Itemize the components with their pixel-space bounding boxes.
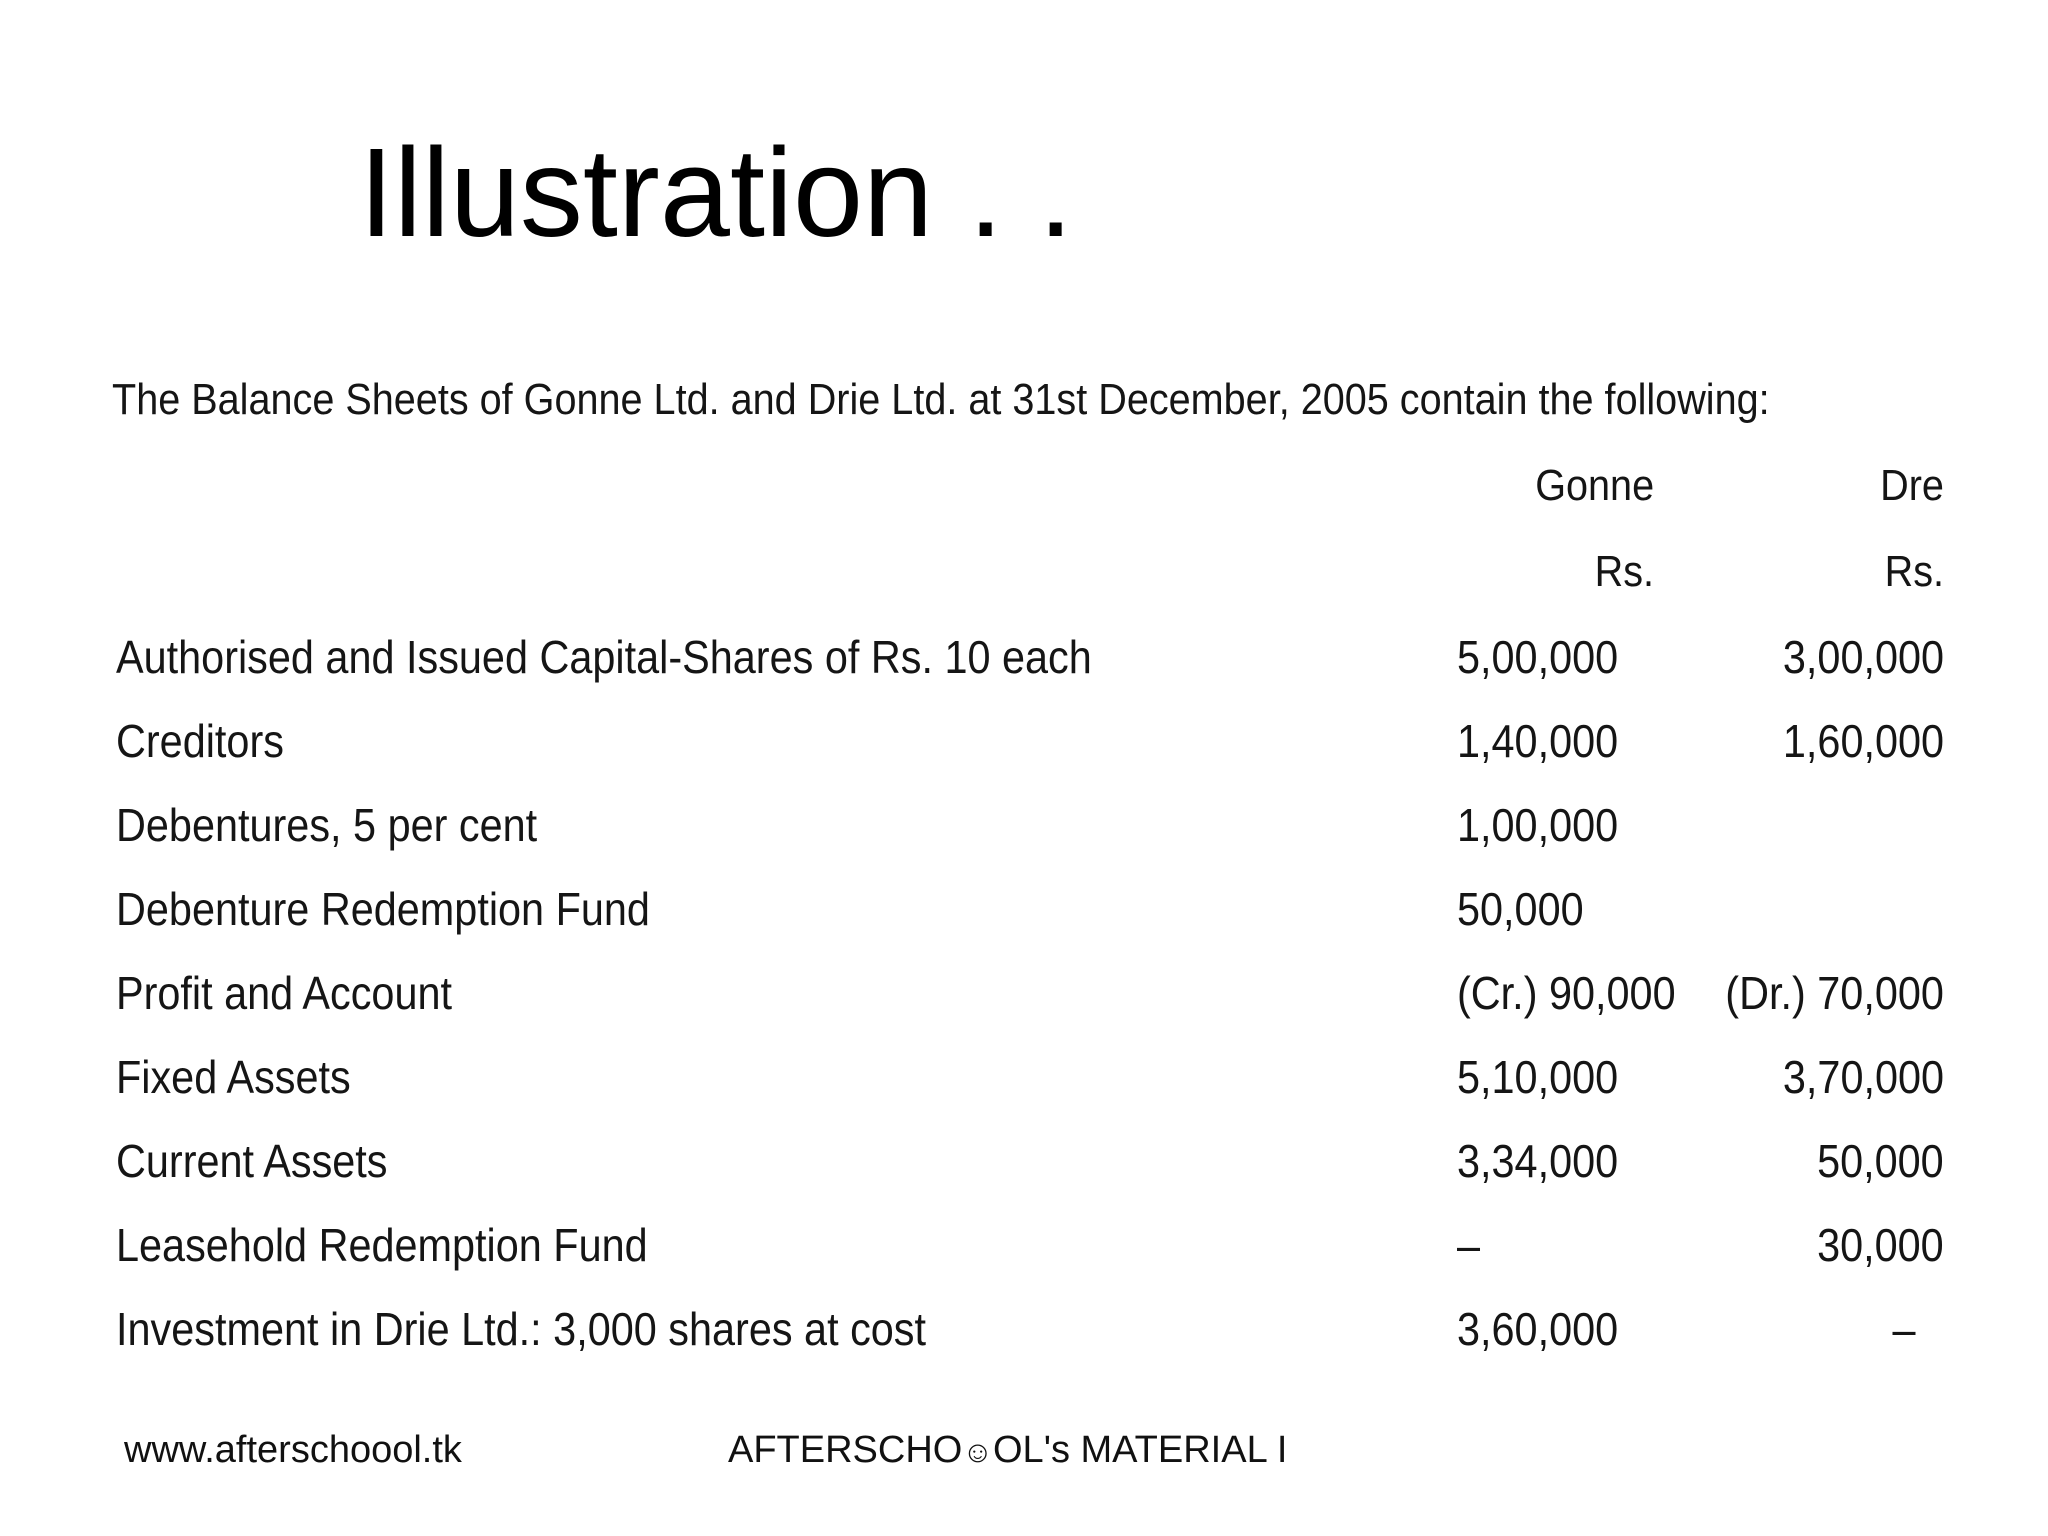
gonne-value: 50,000 <box>1457 883 1584 935</box>
footer-material-suffix: OL's MATERIAL I <box>993 1429 1288 1471</box>
table-row <box>112 1130 1944 1192</box>
gonne-value: (Cr.) 90,000 <box>1457 967 1676 1019</box>
gonne-value: 3,60,000 <box>1457 1303 1619 1355</box>
drie-value: 3,70,000 <box>1782 1051 1944 1103</box>
gonne-value: 3,34,000 <box>1457 1135 1619 1187</box>
gonne-value: 5,00,000 <box>1457 631 1619 683</box>
table-row <box>112 626 1944 688</box>
gonne-value: – <box>1457 1219 1481 1271</box>
table-row <box>112 1298 1944 1360</box>
drie-value: (Dr.) 70,000 <box>1725 967 1944 1019</box>
table-row <box>112 794 1944 856</box>
table-row <box>112 962 1944 1024</box>
row-label: Debentures, 5 per cent <box>116 799 538 851</box>
row-label: Debenture Redemption Fund <box>116 883 650 935</box>
row-label: Creditors <box>116 715 284 767</box>
slide-title: Illustration . . <box>358 122 1074 263</box>
column-header-drie: Dre <box>1880 461 1944 510</box>
row-label: Leasehold Redemption Fund <box>116 1219 648 1271</box>
gonne-value: 1,40,000 <box>1457 715 1619 767</box>
smiley-icon: ☺ <box>962 1436 993 1469</box>
column-unit-drie: Rs. <box>1884 547 1944 596</box>
drie-value: 30,000 <box>1817 1219 1944 1271</box>
row-label: Investment in Drie Ltd.: 3,000 shares at cost <box>116 1303 927 1355</box>
drie-value: 50,000 <box>1817 1135 1944 1187</box>
table-row <box>112 710 1944 772</box>
footer-material <box>728 1426 1287 1477</box>
table-row <box>112 1046 1944 1108</box>
column-header-gonne: Gonne <box>1535 461 1654 510</box>
balance-sheet-scan <box>112 0 1944 1400</box>
table-row <box>112 1214 1944 1276</box>
gonne-value: 5,10,000 <box>1457 1051 1619 1103</box>
intro-text: The Balance Sheets of Gonne Ltd. and Drie Ltd. at 31st December, 2005 contain the following: <box>112 375 1770 424</box>
drie-value: – <box>1892 1303 1916 1355</box>
row-label: Fixed Assets <box>116 1051 351 1103</box>
footer-material-prefix: AFTERSCHO <box>728 1429 963 1471</box>
row-label: Authorised and Issued Capital-Shares of Rs. 10 each <box>116 631 1092 683</box>
gonne-value: 1,00,000 <box>1457 799 1619 851</box>
drie-value: 1,60,000 <box>1782 715 1944 767</box>
column-unit-gonne: Rs. <box>1594 547 1654 596</box>
table-row <box>112 878 1944 940</box>
row-label: Profit and Account <box>116 967 453 1019</box>
drie-value: 3,00,000 <box>1782 631 1944 683</box>
row-label: Current Assets <box>116 1135 388 1187</box>
footer-website: www.afterschoool.tk <box>124 1429 462 1471</box>
